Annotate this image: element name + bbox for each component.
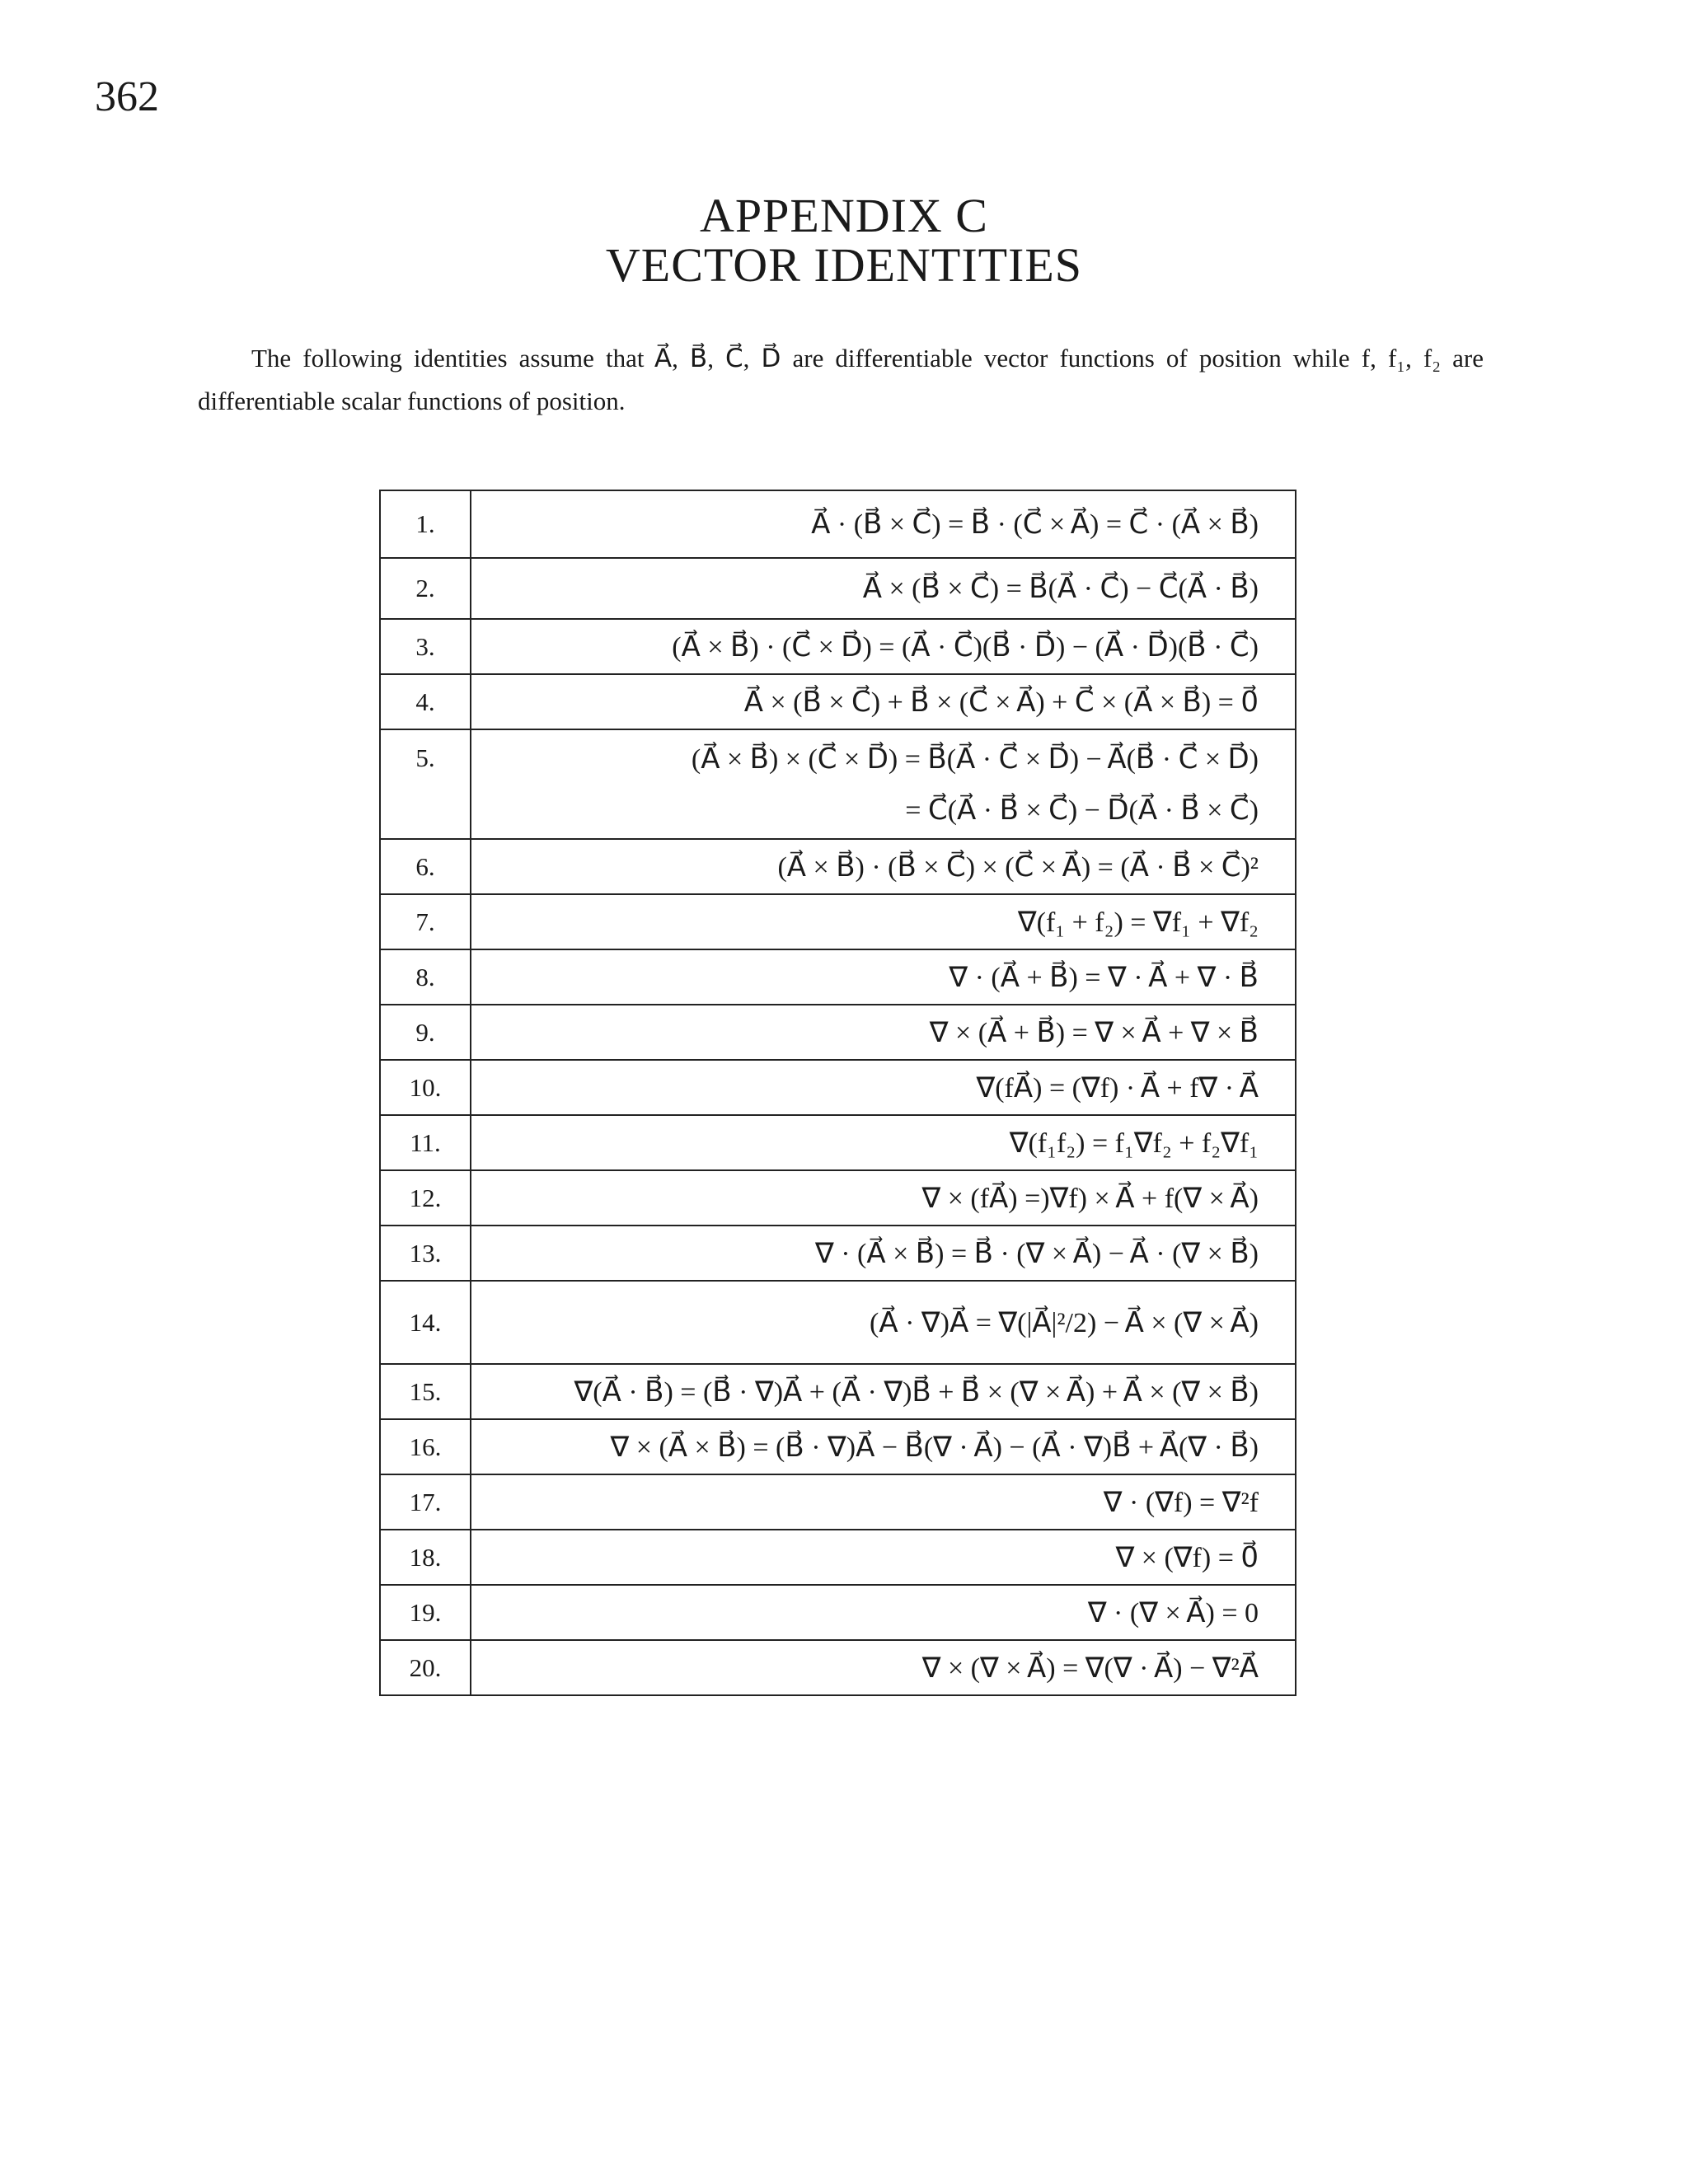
intro-paragraph <box>198 337 1490 423</box>
page-number: 362 <box>95 73 159 120</box>
appendix-subtitle: VECTOR IDENTITIES <box>605 238 1083 292</box>
identity-number: 18. <box>380 1530 471 1585</box>
identity-number: 4. <box>380 674 471 729</box>
identity-formula: ∇ · (A⃗ + B⃗) = ∇ · A⃗ + ∇ · B⃗ <box>471 949 1296 1005</box>
identity-formula: ∇ × (A⃗ × B⃗) = (B⃗ · ∇)A⃗ − B⃗(∇ · A⃗) − (A⃗ · ∇)B⃗ + A⃗(∇ · B⃗) <box>471 1419 1296 1474</box>
identity-formula: ∇ · (∇f) = ∇²f <box>471 1474 1296 1530</box>
identity-number: 11. <box>380 1115 471 1170</box>
identity-formula: A⃗ · (B⃗ × C⃗) = B⃗ · (C⃗ × A⃗) = C⃗ · (A⃗ × B⃗) <box>471 490 1296 558</box>
identity-number: 5. <box>380 729 471 839</box>
identity-row <box>380 1364 1296 1419</box>
identity-row <box>380 1281 1296 1364</box>
identity-formula: ∇ · (A⃗ × B⃗) = B⃗ · (∇ × A⃗) − A⃗ · (∇ × B⃗) <box>471 1226 1296 1281</box>
identity-formula: ∇ × (fA⃗) =)∇f) × A⃗ + f(∇ × A⃗) <box>471 1170 1296 1226</box>
identity-row <box>380 1226 1296 1281</box>
identity-formula: ∇(fA⃗) = (∇f) · A⃗ + f∇ · A⃗ <box>471 1060 1296 1115</box>
intro-vectors: A⃗, B⃗, C⃗, D⃗ <box>654 344 781 373</box>
identity-number: 7. <box>380 894 471 949</box>
identity-formula: ∇ · (∇ × A⃗) = 0 <box>471 1585 1296 1640</box>
identity-number: 8. <box>380 949 471 1005</box>
identity-number: 12. <box>380 1170 471 1226</box>
identity-number: 16. <box>380 1419 471 1474</box>
identity-row <box>380 619 1296 674</box>
identity-number: 2. <box>380 558 471 619</box>
identity-formula: ∇ × (A⃗ + B⃗) = ∇ × A⃗ + ∇ × B⃗ <box>471 1005 1296 1060</box>
identity-row <box>380 1585 1296 1640</box>
identity-formula-line2: = C⃗(A⃗ · B⃗ × C⃗) − D⃗(A⃗ · B⃗ × C⃗) <box>905 794 1259 826</box>
identity-number: 17. <box>380 1474 471 1530</box>
identity-row <box>380 1005 1296 1060</box>
identity-row <box>380 1060 1296 1115</box>
identity-number: 20. <box>380 1640 471 1695</box>
identity-row <box>380 558 1296 619</box>
identity-number: 14. <box>380 1281 471 1364</box>
identity-number: 15. <box>380 1364 471 1419</box>
identity-row <box>380 1115 1296 1170</box>
identity-row <box>380 1474 1296 1530</box>
identity-number: 3. <box>380 619 471 674</box>
identity-row <box>380 839 1296 894</box>
identity-number: 9. <box>380 1005 471 1060</box>
identity-row <box>380 1170 1296 1226</box>
identity-formula: ∇(f₁f₂) = f₁∇f₂ + f₂∇f₁ <box>471 1115 1296 1170</box>
appendix-title: APPENDIX C <box>700 189 988 242</box>
intro-text-1: The following identities assume that <box>251 344 654 373</box>
identity-number: 19. <box>380 1585 471 1640</box>
identity-formula: (A⃗ × B⃗) · (C⃗ × D⃗) = (A⃗ · C⃗)(B⃗ · D⃗) − (A⃗ · D⃗)(B⃗ · C⃗) <box>471 619 1296 674</box>
identity-formula: A⃗ × (B⃗ × C⃗) + B⃗ × (C⃗ × A⃗) + C⃗ × (A⃗ × B⃗) = 0⃗ <box>471 674 1296 729</box>
identity-row <box>380 1530 1296 1585</box>
intro-scalars: f, f₁, f₂ <box>1361 344 1442 373</box>
identities-table <box>379 490 1296 1696</box>
identity-formula: (A⃗ · ∇)A⃗ = ∇(|A⃗|²/2) − A⃗ × (∇ × A⃗) <box>471 1281 1296 1364</box>
identity-row <box>380 674 1296 729</box>
identity-row <box>380 729 1296 839</box>
identity-formula: ∇ × (∇f) = 0⃗ <box>471 1530 1296 1585</box>
identity-row <box>380 949 1296 1005</box>
intro-text-2: are differentiable vector functions of position while <box>781 344 1362 373</box>
identity-formula: ∇ × (∇ × A⃗) = ∇(∇ · A⃗) − ∇²A⃗ <box>471 1640 1296 1695</box>
identity-row <box>380 490 1296 558</box>
identity-row <box>380 1419 1296 1474</box>
identity-number: 10. <box>380 1060 471 1115</box>
identity-formula: ∇(f₁ + f₂) = ∇f₁ + ∇f₂ <box>471 894 1296 949</box>
identity-number: 6. <box>380 839 471 894</box>
identity-formula: A⃗ × (B⃗ × C⃗) = B⃗(A⃗ · C⃗) − C⃗(A⃗ · B⃗) <box>471 558 1296 619</box>
intro-text-3: are differentiable scalar functions of position. <box>198 344 1490 415</box>
identity-number: 13. <box>380 1226 471 1281</box>
identity-formula-line1: (A⃗ × B⃗) × (C⃗ × D⃗) = B⃗(A⃗ · C⃗ × D⃗) − A⃗(B⃗ · C⃗ × D⃗) <box>691 743 1259 775</box>
identity-formula <box>471 729 1296 839</box>
identity-row <box>380 1640 1296 1695</box>
identity-formula: ∇(A⃗ · B⃗) = (B⃗ · ∇)A⃗ + (A⃗ · ∇)B⃗ + B⃗ × (∇ × A⃗) + A⃗ × (∇ × B⃗) <box>471 1364 1296 1419</box>
identity-row <box>380 894 1296 949</box>
identity-number: 1. <box>380 490 471 558</box>
identity-formula: (A⃗ × B⃗) · (B⃗ × C⃗) × (C⃗ × A⃗) = (A⃗ · B⃗ × C⃗)² <box>471 839 1296 894</box>
